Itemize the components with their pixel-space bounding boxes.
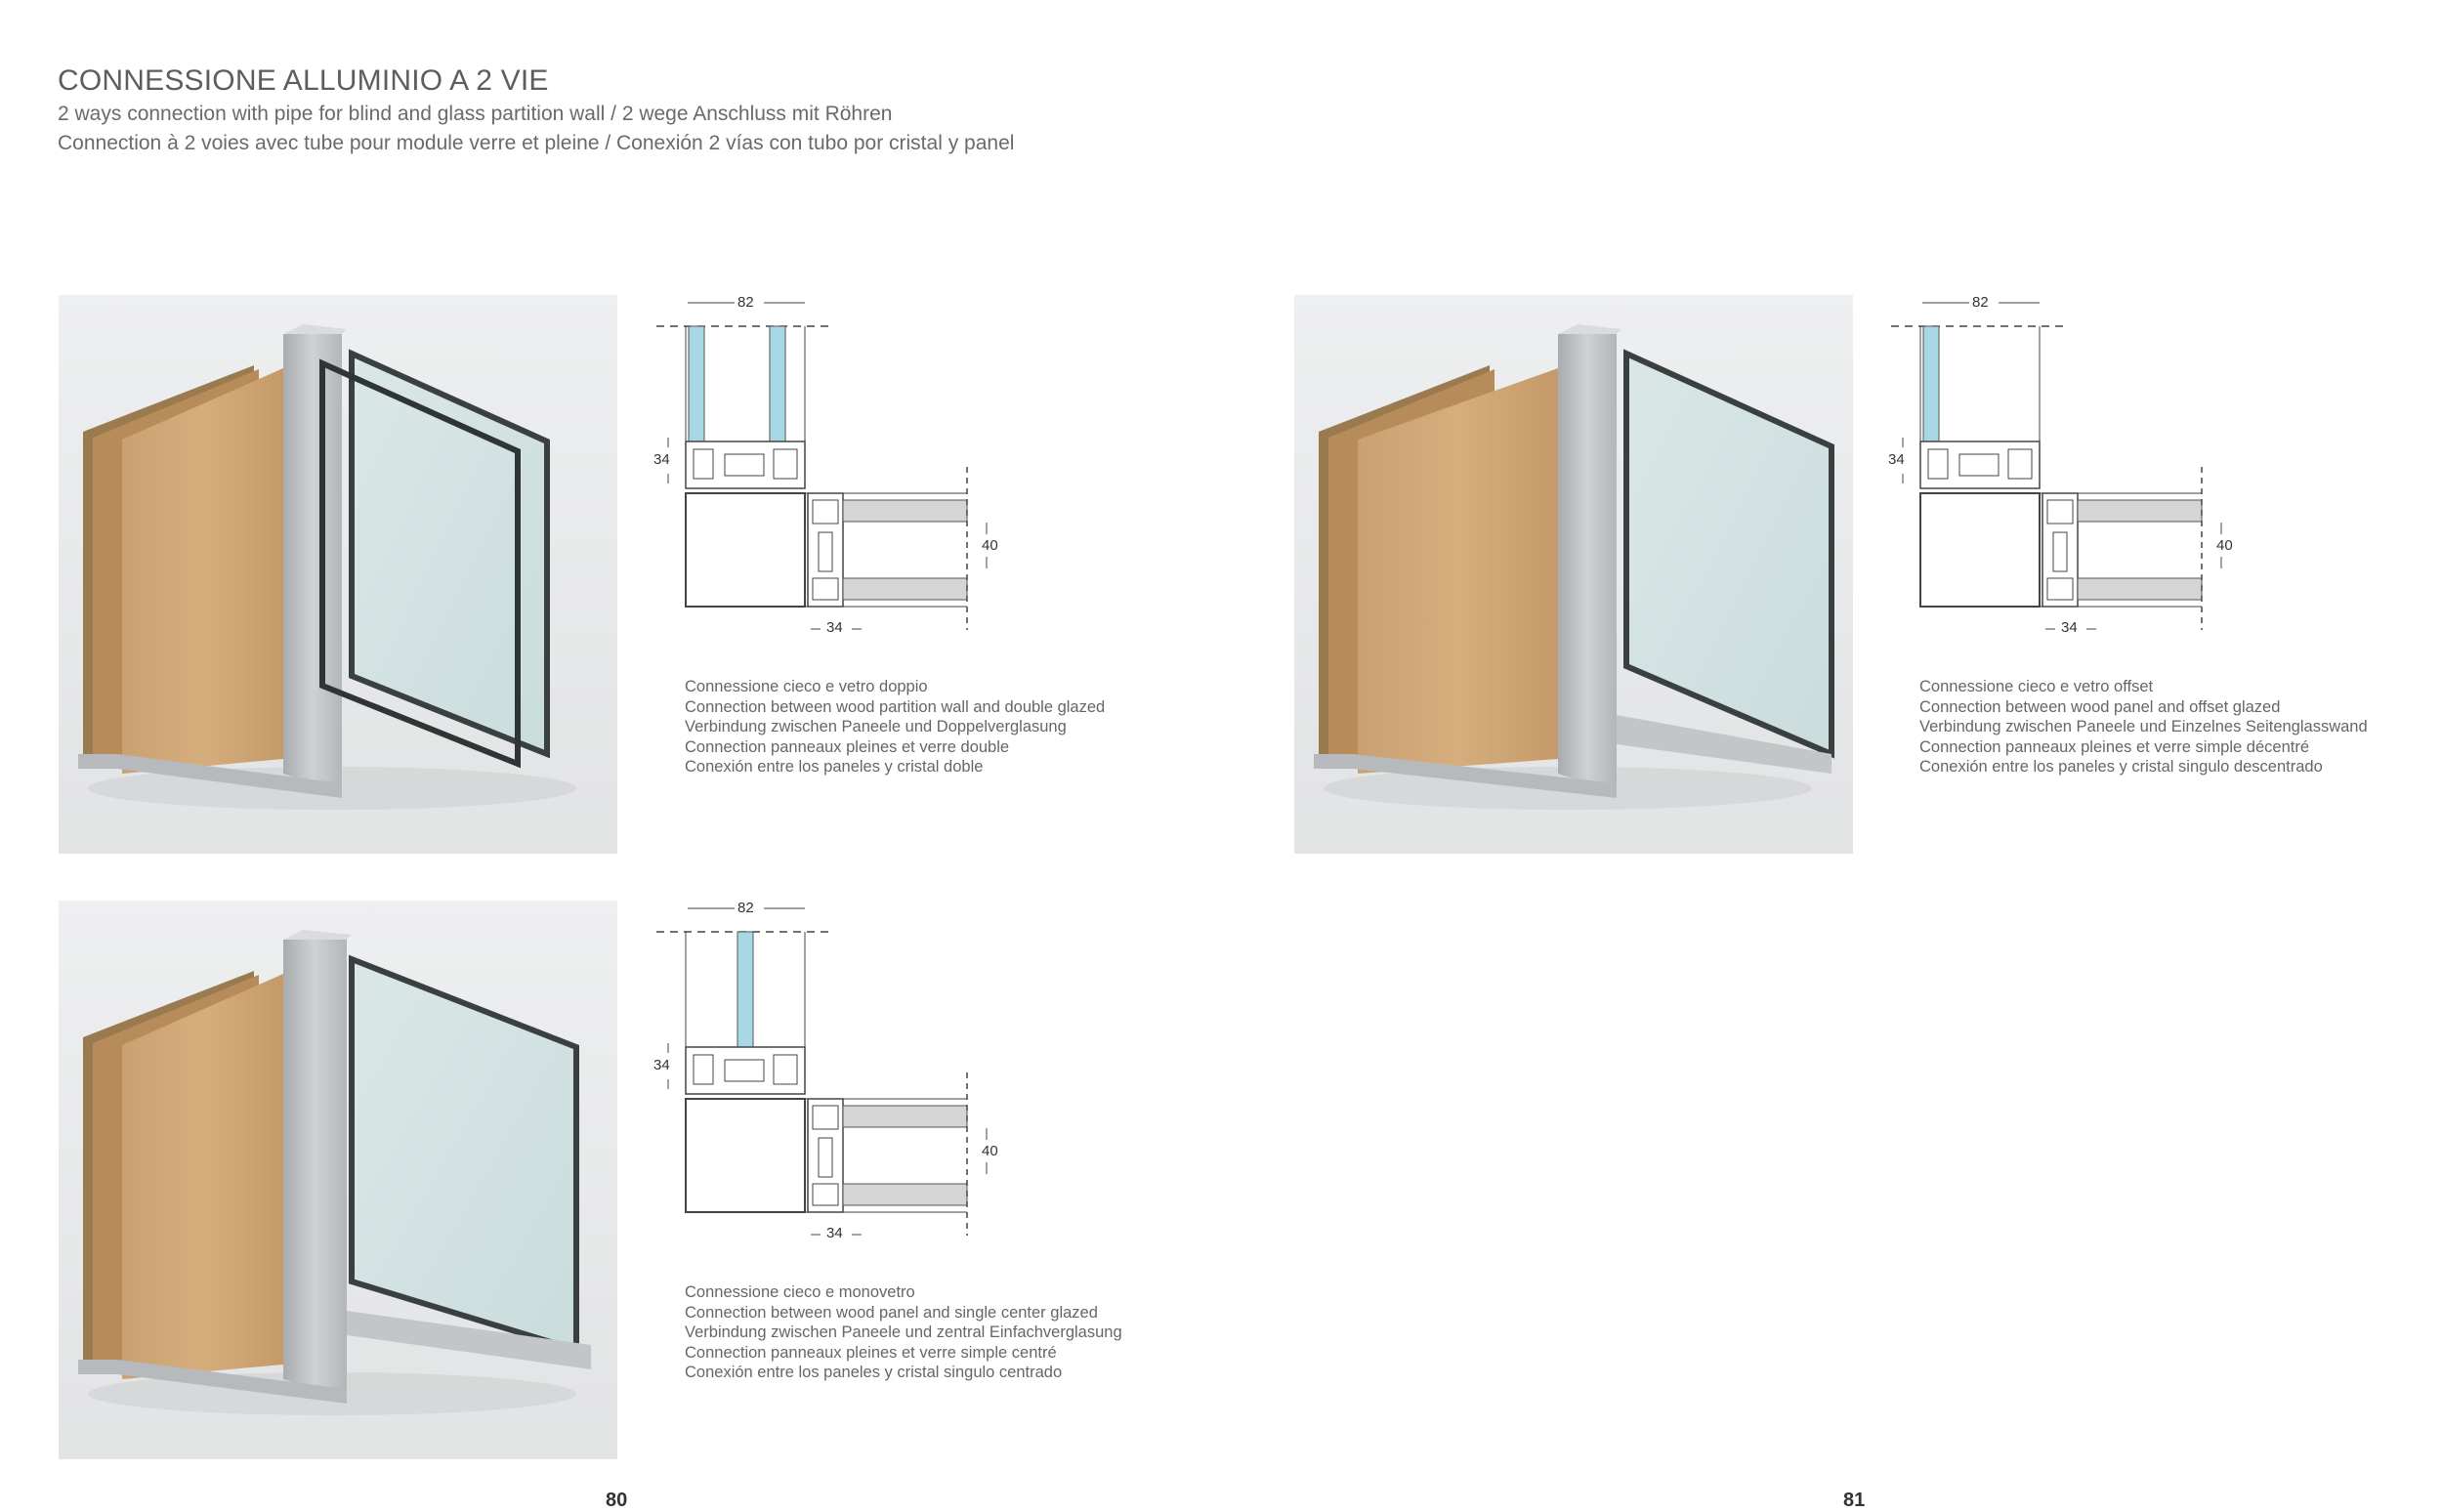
caption-line: Connection panneaux pleines et verre simple centré	[685, 1343, 1057, 1362]
dimension-width-bottom: 34	[826, 1225, 843, 1241]
caption-line: Verbindung zwischen Paneele und Einzelnes Seitenglasswand	[1919, 718, 2368, 735]
section-drawing-double-glazed	[653, 293, 998, 636]
page-title: CONNESSIONE ALLUMINIO A 2 VIE	[58, 64, 549, 97]
caption-line: Verbindung zwischen Paneele und Doppelverglasung	[685, 718, 1067, 735]
caption-line: Connection panneaux pleines et verre double	[685, 737, 1010, 756]
caption-line: Connection between wood partition wall and double glazed	[685, 697, 1106, 716]
dimension-width-bottom: 34	[826, 619, 843, 636]
dimension-width-bottom: 34	[2061, 619, 2078, 636]
caption-line: Conexión entre los paneles y cristal singulo centrado	[685, 1364, 1063, 1381]
subtitle-line-2: Connection à 2 voies avec tube pour module verre et pleine / Conexión 2 vías con tubo por cristal y panel	[58, 132, 1015, 154]
caption-line: Conexión entre los paneles y cristal doble	[685, 758, 984, 776]
caption-offset-glazed	[1919, 677, 2368, 777]
dimension-height-right: 40	[982, 1143, 998, 1159]
product-photo-offset-glazed	[1294, 295, 1853, 854]
caption-line: Conexión entre los paneles y cristal singulo descentrado	[1919, 758, 2323, 776]
caption-line: Connection between wood panel and offset glazed	[1919, 697, 2281, 716]
dimension-height-top: 34	[653, 451, 670, 468]
caption-double-glazed	[685, 677, 1105, 777]
section-drawing-offset-glazed	[1888, 293, 2233, 636]
page-number-right: 81	[1843, 1490, 1866, 1511]
dimension-height-top: 34	[653, 1057, 670, 1073]
page-number-left: 80	[606, 1490, 628, 1511]
dimension-width: 82	[737, 294, 754, 311]
dimension-height-top: 34	[1888, 451, 1905, 468]
dimension-width: 82	[737, 900, 754, 916]
caption-line: Connessione cieco e monovetro	[685, 1283, 915, 1301]
caption-line: Connection between wood panel and single center glazed	[685, 1303, 1098, 1322]
caption-line: Connessione cieco e vetro doppio	[685, 678, 928, 695]
dimension-height-right: 40	[982, 537, 998, 554]
caption-line: Verbindung zwischen Paneele und zentral Einfachverglasung	[685, 1323, 1122, 1341]
caption-line: Connection panneaux pleines et verre simple décentré	[1919, 737, 2309, 756]
dimension-width: 82	[1972, 294, 1989, 311]
product-photo-double-glazed	[59, 295, 617, 854]
product-photo-single-glazed	[59, 901, 617, 1459]
dimension-height-right: 40	[2216, 537, 2233, 554]
section-drawing-single-glazed	[653, 899, 998, 1241]
caption-single-glazed	[685, 1282, 1122, 1383]
caption-line: Connessione cieco e vetro offset	[1919, 678, 2154, 695]
subtitle-line-1: 2 ways connection with pipe for blind and glass partition wall / 2 wege Anschluss mit Röhren	[58, 103, 893, 125]
